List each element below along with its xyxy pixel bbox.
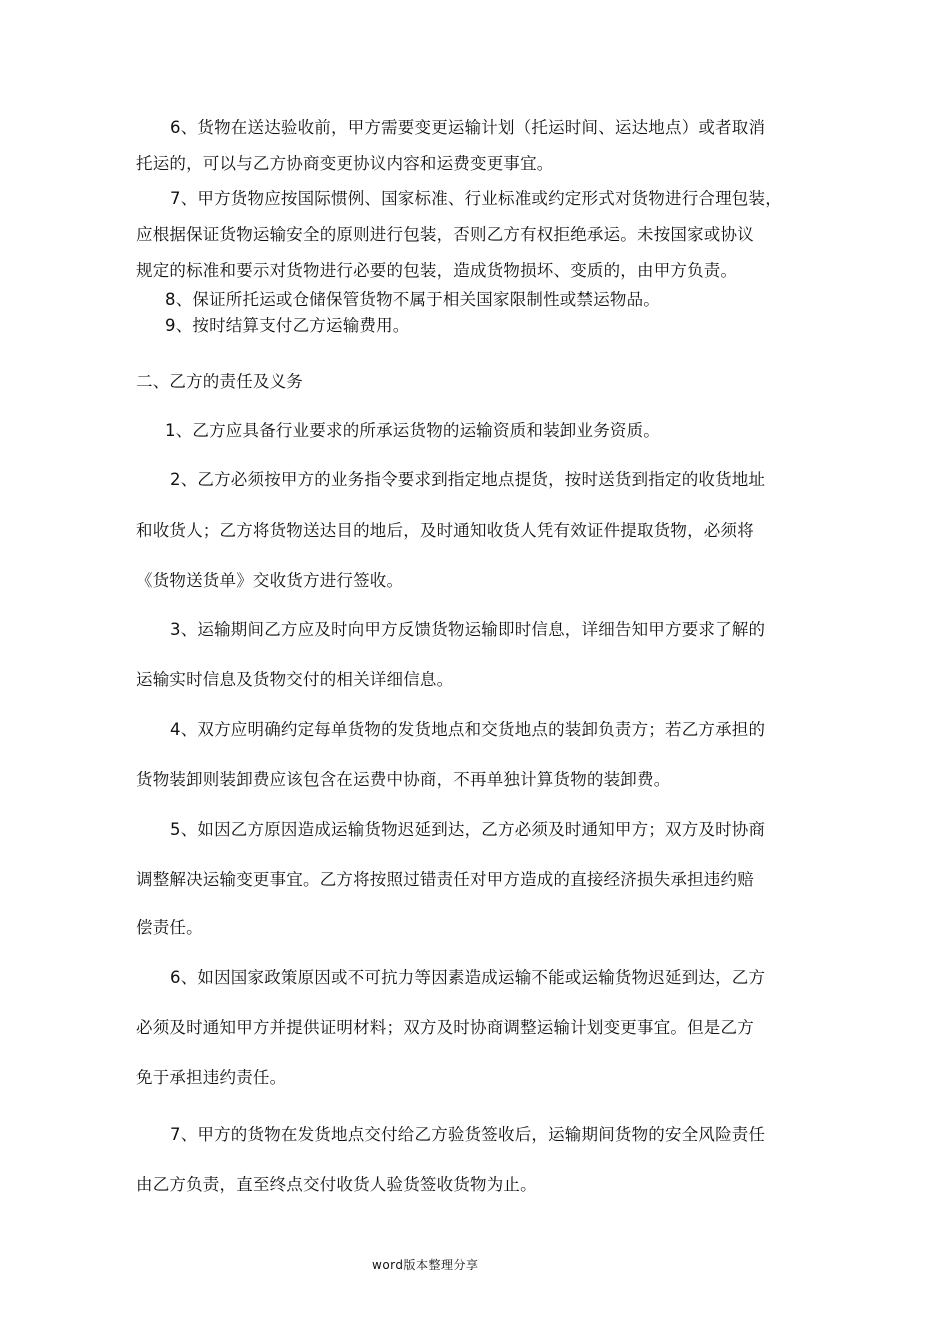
text-line: 7、甲方货物应按国际惯例、国家标准、行业标准或约定形式对货物进行合理包装， — [170, 189, 782, 208]
text-line: 运输实时信息及货物交付的相关详细信息。 — [136, 670, 454, 689]
text-line: 9、按时结算支付乙方运输费用。 — [165, 316, 410, 335]
text-line: 应根据保证货物运输安全的原则进行包装，否则乙方有权拒绝承运。未按国家或协议 — [136, 225, 754, 244]
text-line: 2、乙方必须按甲方的业务指令要求到指定地点提货，按时送货到指定的收货地址 — [170, 470, 766, 489]
text-line: 必须及时通知甲方并提供证明材料；双方及时协商调整运输计划变更事宜。但是乙方 — [136, 1018, 754, 1037]
page-footer: word版本整理分享 — [372, 1258, 479, 1272]
text-line: 6、货物在送达验收前，甲方需要变更运输计划（托运时间、运达地点）或者取消 — [170, 118, 766, 137]
text-line: 货物装卸则装卸费应该包含在运费中协商，不再单独计算货物的装卸费。 — [136, 770, 671, 789]
text-line: 免于承担违约责任。 — [136, 1068, 287, 1087]
text-line: 偿责任。 — [136, 918, 203, 937]
text-line: 7、甲方的货物在发货地点交付给乙方验货签收后，运输期间货物的安全风险责任 — [170, 1125, 766, 1144]
section-heading: 二、乙方的责任及义务 — [136, 372, 303, 391]
text-line: 5、如因乙方原因造成运输货物迟延到达，乙方必须及时通知甲方；双方及时协商 — [170, 820, 766, 839]
text-line: 1、乙方应具备行业要求的所承运货物的运输资质和装卸业务资质。 — [165, 421, 660, 440]
text-line: 托运的，可以与乙方协商变更协议内容和运费变更事宜。 — [136, 154, 554, 173]
text-line: 和收货人；乙方将货物送达目的地后，及时通知收货人凭有效证件提取货物，必须将 — [136, 521, 754, 540]
text-line: 4、双方应明确约定每单货物的发货地点和交货地点的装卸负责方；若乙方承担的 — [170, 720, 766, 739]
text-line: 8、保证所托运或仓储保管货物不属于相关国家限制性或禁运物品。 — [165, 290, 660, 309]
text-line: 由乙方负责，直至终点交付收货人验货签收货物为止。 — [136, 1175, 537, 1194]
text-line: 调整解决运输变更事宜。乙方将按照过错责任对甲方造成的直接经济损失承担违约赔 — [136, 870, 754, 889]
text-line: 3、运输期间乙方应及时向甲方反馈货物运输即时信息，详细告知甲方要求了解的 — [170, 620, 766, 639]
text-line: 《货物送货单》交收货方进行签收。 — [136, 571, 404, 590]
text-line: 6、如因国家政策原因或不可抗力等因素造成运输不能或运输货物迟延到达，乙方 — [170, 968, 766, 987]
text-line: 规定的标准和要示对货物进行必要的包装，造成货物损坏、变质的，由甲方负责。 — [136, 261, 738, 280]
